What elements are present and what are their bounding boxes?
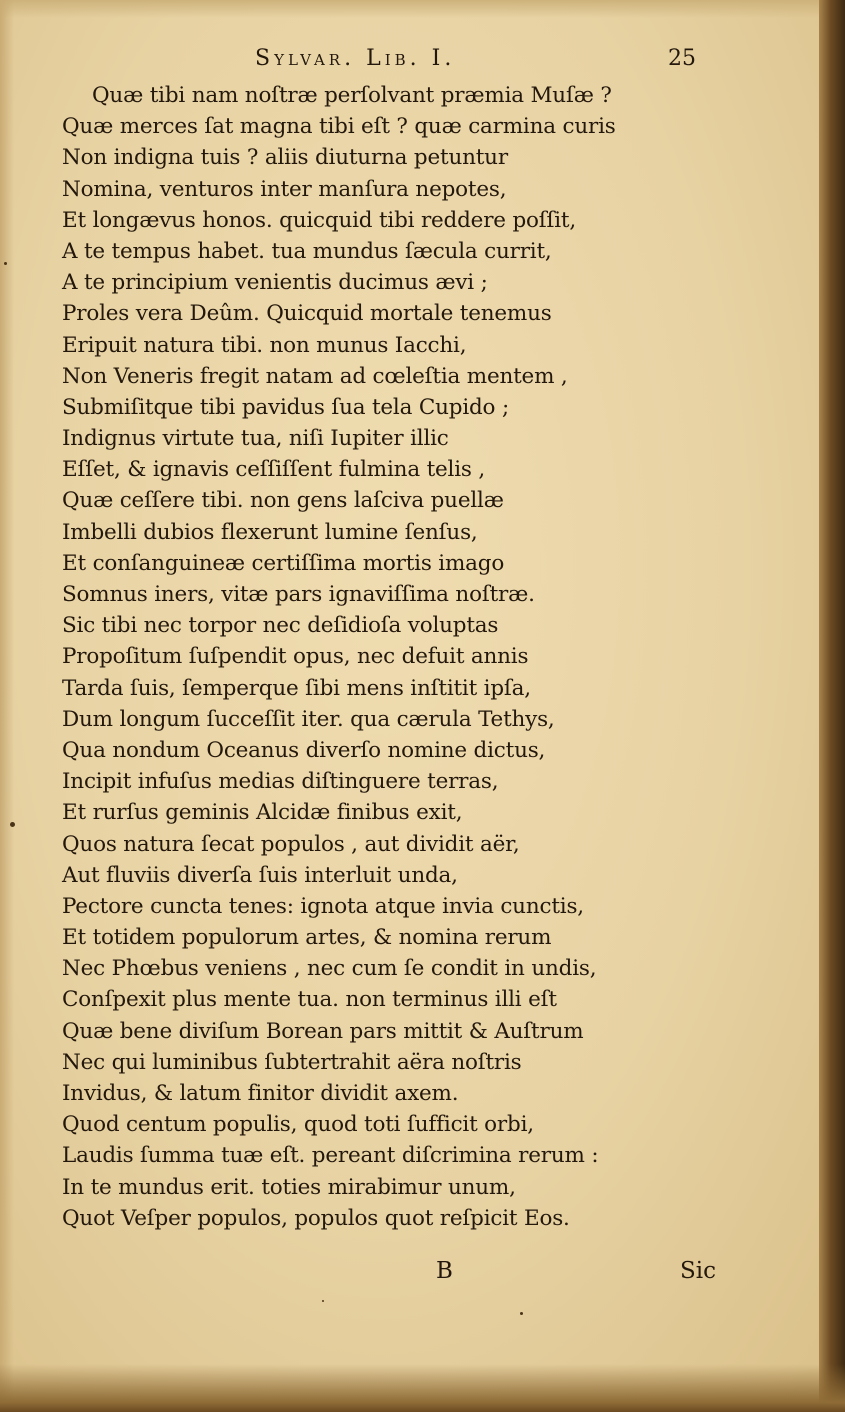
running-head-title: Sylvar. Lib. I.: [255, 46, 456, 71]
verse-line: A te tempus habet. tua mundus ſæcula currit,: [62, 238, 552, 264]
verse-line: Sic tibi nec torpor nec deſidioſa voluptas: [62, 613, 499, 639]
verse-line: Proles vera Deûm. Quicquid mortale tenemus: [62, 301, 552, 327]
verse-line: Nomina, venturos inter manſura nepotes,: [62, 176, 507, 202]
page-number: 25: [668, 46, 696, 71]
verse-line: Somnus iners, vitæ pars ignaviſſima noſtræ.: [62, 582, 535, 607]
verse-line: Invidus, & latum finitor dividit axem.: [62, 1081, 459, 1106]
signature-mark: B: [436, 1258, 453, 1284]
margin-speck: [10, 822, 15, 827]
verse-line: Laudis ſumma tuæ eſt. pereant diſcrimina rerum :: [62, 1143, 599, 1169]
page-top-edge: [0, 0, 845, 18]
verse-line: Eſſet, & ignavis ceſſiſſent fulmina telis ,: [62, 457, 485, 483]
verse-line: Nec Phœbus veniens , nec cum ſe condit in undis,: [62, 956, 597, 982]
verse-line: A te principium venientis ducimus ævi ;: [62, 270, 488, 296]
verse-line: Et conſanguineæ certiſſima mortis imago: [62, 550, 505, 576]
verse-line: Eripuit natura tibi. non munus Iacchi,: [62, 332, 467, 358]
page-left-edge: [0, 0, 14, 1412]
verse-line: Indignus virtute tua, niſi Iupiter illic: [62, 426, 449, 452]
verse-block: [62, 80, 742, 1234]
verse-line: Imbelli dubios flexerunt lumine ſenſus,: [62, 519, 478, 545]
verse-line: Quæ merces ſat magna tibi eſt ? quæ carmina curis: [62, 114, 616, 140]
margin-speck: [520, 1312, 523, 1315]
verse-line: In te mundus erit. toties mirabimur unum,: [62, 1174, 516, 1200]
verse-line: Propoſitum ſuſpendit opus, nec defuit annis: [62, 644, 529, 670]
margin-speck: [4, 262, 7, 265]
margin-speck: [322, 1300, 324, 1302]
verse-line: Quæ ceſſere tibi. non gens laſciva puellæ: [62, 488, 504, 514]
verse-line: Nec qui luminibus ſubtertrahit aëra noſtris: [62, 1049, 522, 1075]
running-head: [0, 46, 845, 76]
verse-line: Quæ bene diviſum Borean pars mittit & Auſtrum: [62, 1018, 584, 1044]
verse-line: Pectore cuncta tenes: ignota atque invia cunctis,: [62, 893, 584, 919]
verse-line: Tarda ſuis, ſemperque ſibi mens inſtitit ipſa,: [62, 675, 531, 701]
verse-line: Quod centum populis, quod toti ſufficit orbi,: [62, 1112, 534, 1138]
verse-line: Quos natura ſecat populos , aut dividit aër,: [62, 831, 520, 857]
verse-line: Dum longum ſucceſſit iter. qua cærula Tethys,: [62, 706, 555, 732]
verse-line: Conſpexit plus mente tua. non terminus illi eſt: [62, 987, 557, 1013]
verse-line: Quot Veſper populos, populos quot reſpicit Eos.: [62, 1205, 570, 1231]
verse-line: Submiſitque tibi pavidus ſua tela Cupido ;: [62, 394, 509, 420]
verse-line: Et longævus honos. quicquid tibi reddere poſſit,: [62, 207, 577, 233]
verse-line: Incipit infuſus medias diſtinguere terras,: [62, 769, 499, 795]
page-binding-edge: [819, 0, 845, 1412]
page-footer: [0, 1258, 845, 1292]
verse-line: Et totidem populorum artes, & nomina rerum: [62, 925, 552, 951]
verse-line: Non Veneris fregit natam ad cœleſtia mentem ,: [62, 363, 568, 389]
page-bottom-edge: [0, 1364, 845, 1412]
verse-line: Quæ tibi nam noſtræ perſolvant præmia Muſæ ?: [92, 83, 612, 108]
catchword: Sic: [680, 1258, 716, 1284]
verse-line: Et rurſus geminis Alcidæ finibus exit,: [62, 800, 463, 826]
verse-line: Aut fluviis diverſa ſuis interluit unda,: [62, 862, 458, 888]
verse-line: Non indigna tuis ? aliis diuturna petuntur: [62, 145, 508, 171]
verse-line: Qua nondum Oceanus diverſo nomine dictus,: [62, 737, 546, 763]
